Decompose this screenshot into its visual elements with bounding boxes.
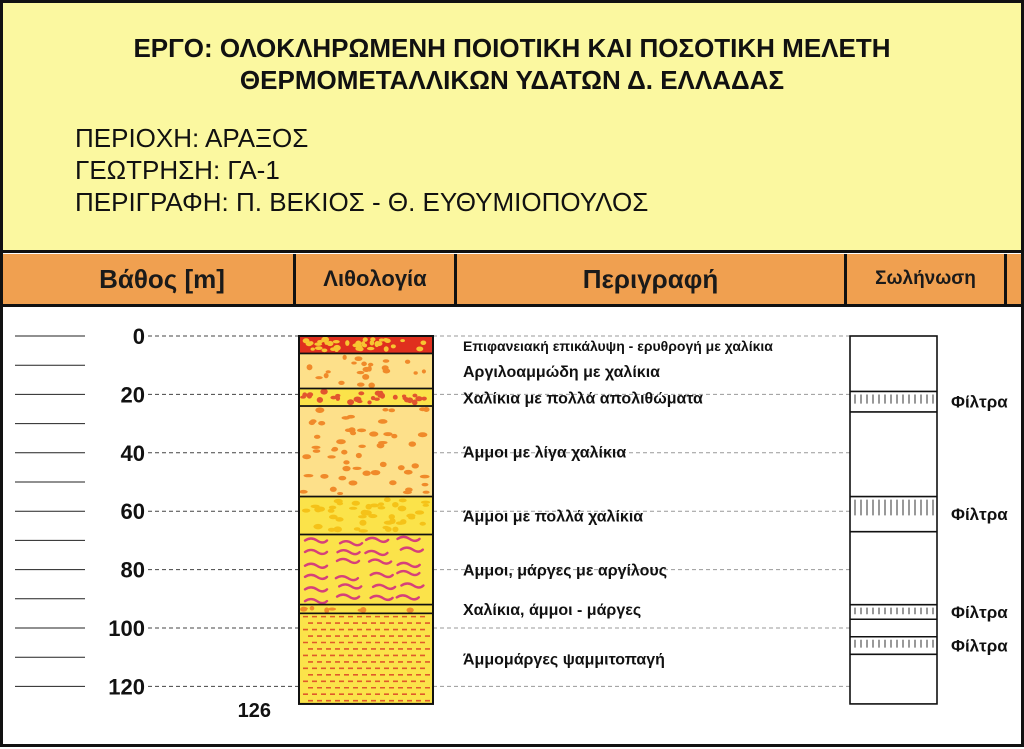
gravel-blob [374, 398, 380, 401]
filter-label: Φίλτρα [951, 636, 1008, 656]
gravel-blob [409, 441, 417, 446]
gravel-blob [326, 370, 331, 373]
lithology-layer [299, 354, 660, 389]
gravel-blob [315, 346, 323, 350]
project-title-line1: ΕΡΓΟ: ΟΛΟΚΛΗΡΩΜΕΝΗ ΠΟΙΟΤΙΚΗ ΚΑΙ ΠΟΣΟΤΙΚΗ ΜΕΛΕΤΗ [133, 33, 891, 63]
layer-description: Άμμοι με πολλά χαλίκια [463, 508, 644, 526]
description-authors: ΠΕΡΙΓΡΑΦΗ: Π. ΒΕΚΙΟΣ - Θ. ΕΥΘΥΜΙΟΠΟΥΛΟΣ [75, 187, 649, 217]
column-description-header: Περιγραφή [457, 254, 847, 304]
gravel-blob [420, 340, 426, 344]
gravel-blob [422, 483, 429, 487]
gravel-blob [375, 391, 382, 396]
gravel-blob [317, 397, 323, 403]
gravel-blob [358, 515, 367, 518]
gravel-blob [343, 460, 349, 464]
gravel-blob [318, 421, 325, 425]
gravel-blob [362, 374, 369, 380]
gravel-blob [378, 506, 386, 510]
layer-fill [299, 535, 433, 605]
gravel-blob [400, 339, 405, 342]
gravel-blob [398, 506, 407, 512]
gravel-blob [421, 501, 430, 504]
gravel-blob [355, 340, 361, 346]
gravel-blob [313, 449, 321, 453]
gravel-blob [392, 527, 398, 532]
gravel-blob [309, 420, 315, 425]
gravel-blob [331, 448, 337, 451]
gravel-blob [379, 338, 385, 341]
gravel-blob [328, 608, 336, 611]
gravel-blob [317, 340, 323, 343]
filter-label: Φίλτρα [951, 505, 1008, 525]
gravel-blob [407, 607, 414, 612]
gravel-blob [420, 522, 426, 526]
gravel-blob [333, 529, 341, 533]
gravel-blob [398, 465, 405, 470]
gravel-blob [393, 395, 398, 400]
gravel-blob [352, 501, 360, 506]
lithology-layer [299, 406, 626, 497]
lithology-layer [299, 613, 665, 704]
gravel-blob [302, 509, 310, 513]
gravel-blob [337, 492, 343, 495]
column-casing-header: Σωλήνωση [847, 254, 1007, 304]
gravel-blob [341, 416, 350, 420]
gravel-blob [320, 389, 327, 395]
filter-label: Φίλτρα [951, 602, 1008, 622]
gravel-blob [345, 340, 349, 346]
gravel-blob [420, 475, 430, 479]
gravel-blob [369, 431, 378, 436]
gravel-blob [307, 392, 313, 397]
gravel-blob [367, 400, 371, 404]
gravel-blob [407, 397, 413, 403]
gravel-blob [354, 396, 362, 402]
lithology-layer [299, 497, 643, 535]
gravel-blob [423, 491, 430, 494]
gravel-blob [391, 344, 396, 348]
gravel-blob [404, 470, 413, 475]
gravel-blob [338, 476, 346, 481]
gravel-blob [415, 510, 424, 514]
log-body [3, 307, 1021, 744]
depth-tick-label: 0 [132, 324, 145, 349]
depth-tick-label: 100 [108, 616, 145, 641]
gravel-blob [368, 383, 375, 388]
gravel-blob [349, 480, 358, 485]
gravel-blob [353, 467, 362, 470]
gravel-blob [356, 453, 362, 458]
gravel-blob [370, 337, 375, 341]
gravel-blob [378, 502, 384, 506]
gravel-blob [341, 450, 347, 455]
column-depth-header: Βάθος [m] [99, 263, 225, 294]
borehole-label: ΓΕΩΤΡΗΣΗ: ΓΑ-1 [75, 155, 280, 185]
gravel-blob [351, 361, 357, 364]
gravel-blob [302, 392, 306, 396]
gravel-blob [384, 497, 391, 502]
gravel-blob [399, 498, 407, 502]
gravel-blob [301, 607, 308, 610]
gravel-blob [359, 520, 366, 526]
gravel-blob [324, 607, 329, 613]
column-lithology-header: Λιθολογία [293, 254, 457, 304]
gravel-blob [375, 341, 379, 347]
gravel-blob [311, 446, 320, 449]
gravel-blob [347, 399, 354, 405]
gravel-blob [383, 359, 390, 363]
depth-tick-label: 80 [120, 557, 145, 583]
gravel-blob [412, 463, 419, 468]
gravel-blob [330, 487, 337, 492]
gravel-blob [416, 346, 423, 351]
layer-description: Χαλίκια με πολλά απολιθώματα [463, 390, 703, 408]
layer-description: Χαλίκια, άμμοι - μάργες [463, 602, 642, 620]
gravel-blob [385, 527, 392, 532]
gravel-blob [382, 408, 388, 412]
gravel-blob [342, 466, 350, 471]
gravel-blob [324, 373, 329, 378]
gravel-blob [357, 428, 366, 432]
gravel-blob [338, 381, 344, 385]
gravel-blob [358, 529, 368, 532]
depth-tick-label: 20 [120, 382, 145, 408]
gravel-blob [345, 429, 352, 432]
gravel-blob [380, 462, 387, 467]
gravel-blob [299, 490, 307, 494]
total-depth-label: 126 [237, 699, 271, 722]
gravel-blob [343, 355, 347, 360]
gravel-blob [413, 371, 417, 374]
column-header-bar [3, 254, 1021, 307]
layer-description: Άμμομάργες ψαμμιτοπαγή [463, 651, 665, 669]
layer-description: Αργιλοαμμώδη με χαλίκια [463, 364, 660, 382]
gravel-blob [361, 510, 369, 516]
gravel-blob [418, 432, 428, 437]
gravel-blob [358, 391, 364, 395]
gravel-blob [368, 363, 373, 367]
layer-fill [299, 613, 433, 704]
gravel-blob [363, 367, 371, 372]
gravel-blob [378, 419, 388, 424]
gravel-blob [307, 364, 313, 370]
gravel-blob [334, 499, 343, 503]
layer-description: Άμμοι με λίγα χαλίκια [463, 444, 627, 462]
gravel-blob [324, 340, 328, 345]
gravel-blob [357, 371, 365, 374]
layer-description: Επιφανειακή επικάλυψη - ερυθρογή με χαλίκια [463, 337, 773, 354]
gravel-blob [315, 376, 322, 379]
gravel-blob [335, 348, 339, 352]
gravel-blob [329, 506, 336, 510]
gravel-blob [396, 521, 405, 524]
layer-description: Αμμοι, μάργες με αργίλους [463, 562, 668, 580]
lithology-layer [299, 336, 773, 354]
gravel-blob [333, 340, 340, 343]
gravel-blob [406, 514, 415, 518]
gravel-blob [358, 445, 366, 448]
gravel-blob [422, 397, 427, 401]
gravel-blob [355, 356, 363, 361]
depth-tick-label: 60 [120, 499, 145, 525]
gravel-blob [392, 502, 399, 507]
gravel-blob [336, 439, 346, 444]
gravel-blob [328, 509, 335, 513]
log-drawing [3, 307, 1021, 744]
project-title-line2: ΘΕΡΜΟΜΕΤΑΛΛΙΚΩΝ ΥΔΑΤΩΝ Δ. ΕΛΛΑΔΑΣ [239, 65, 785, 95]
gravel-blob [329, 515, 338, 520]
gravel-blob [310, 606, 315, 611]
gravel-blob [315, 407, 324, 413]
gravel-blob [423, 504, 429, 507]
gravel-blob [361, 362, 367, 367]
gravel-blob [382, 365, 389, 370]
gravel-blob [314, 435, 320, 439]
gravel-blob [389, 480, 396, 485]
gravel-blob [313, 524, 322, 529]
gravel-blob [311, 348, 315, 351]
gravel-blob [349, 507, 357, 510]
filter-label: Φίλτρα [951, 392, 1008, 412]
lithology-layer [299, 389, 703, 408]
gravel-blob [316, 507, 325, 512]
gravel-blob [367, 347, 374, 350]
gravel-blob [309, 341, 314, 345]
gravel-blob [366, 504, 372, 510]
project-header [3, 3, 1021, 253]
gravel-blob [378, 441, 387, 444]
gravel-blob [422, 369, 426, 373]
gravel-blob [383, 432, 392, 436]
gravel-blob [423, 407, 429, 412]
gravel-blob [389, 408, 396, 412]
lithology-layer [299, 535, 667, 605]
gravel-blob [358, 609, 365, 612]
gravel-blob [371, 470, 381, 475]
gravel-blob [362, 471, 370, 476]
region-label: ΠΕΡΙΟΧΗ: ΑΡΑΞΟΣ [75, 123, 309, 153]
depth-tick-label: 40 [120, 440, 145, 466]
gravel-blob [303, 338, 310, 343]
gravel-blob [405, 360, 410, 364]
gravel-blob [384, 521, 394, 525]
gravel-blob [384, 346, 389, 351]
gravel-blob [357, 382, 365, 386]
gravel-blob [322, 349, 328, 353]
gravel-blob [327, 455, 335, 458]
gravel-blob [385, 339, 391, 343]
gravel-blob [405, 487, 413, 492]
gravel-blob [320, 474, 328, 479]
depth-tick-label: 120 [108, 674, 145, 700]
gravel-blob [412, 394, 417, 398]
gravel-blob [330, 396, 336, 400]
gravel-blob [302, 454, 311, 459]
gravel-blob [303, 474, 313, 477]
